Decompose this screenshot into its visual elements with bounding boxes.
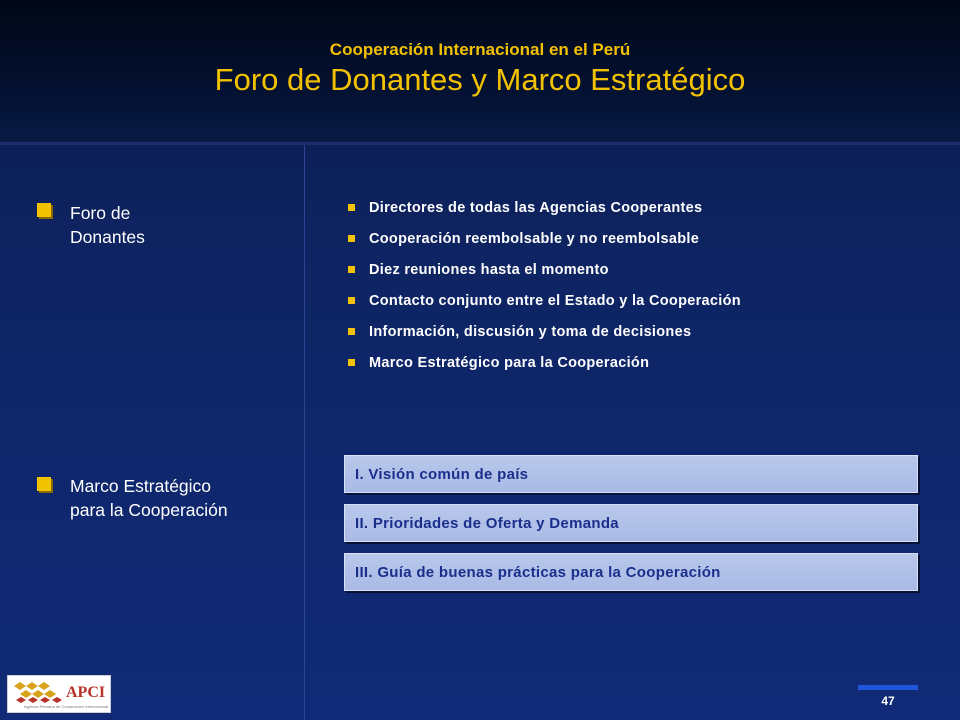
yellow-square-bullet-icon xyxy=(37,203,51,217)
list-item xyxy=(348,292,741,323)
square-bullet-icon xyxy=(348,204,355,211)
page-number-bar xyxy=(858,685,918,690)
page-number: 47 xyxy=(881,694,895,708)
bullet-list xyxy=(348,199,741,385)
strategy-box-guia: III. Guía de buenas prácticas para la Cooperación xyxy=(344,553,918,591)
list-item xyxy=(348,199,741,230)
section-label-marco xyxy=(70,474,228,522)
section-label-line: Marco Estratégico xyxy=(70,476,212,496)
list-item-text: Diez reuniones hasta el momento xyxy=(369,262,609,278)
section-label-line: Donantes xyxy=(70,227,145,247)
strategy-box-vision: I. Visión común de país xyxy=(344,455,918,493)
slide-title: Foro de Donantes y Marco Estratégico xyxy=(214,62,746,97)
list-item-text: Directores de todas las Agencias Cooperantes xyxy=(369,200,703,216)
slide-header xyxy=(0,0,960,142)
list-item xyxy=(348,230,741,261)
logo-name: APCI xyxy=(66,684,106,701)
list-item xyxy=(348,261,741,292)
strategy-box-prioridades: II. Prioridades de Oferta y Demanda xyxy=(344,504,918,542)
apci-logo xyxy=(7,675,111,713)
slide-subtitle: Cooperación Internacional en el Perú xyxy=(329,40,631,59)
list-item-text: Marco Estratégico para la Cooperación xyxy=(369,355,650,371)
square-bullet-icon xyxy=(348,297,355,304)
list-item xyxy=(348,354,741,385)
vertical-divider xyxy=(304,145,305,720)
section-label-foro xyxy=(70,201,145,249)
header-divider xyxy=(0,142,960,145)
apci-emblem-icon xyxy=(12,680,64,706)
yellow-square-bullet-icon xyxy=(37,477,51,491)
list-item-text: Información, discusión y toma de decisiones xyxy=(369,324,692,340)
square-bullet-icon xyxy=(348,359,355,366)
list-item-text: Contacto conjunto entre el Estado y la Cooperación xyxy=(369,293,741,309)
square-bullet-icon xyxy=(348,235,355,242)
square-bullet-icon xyxy=(348,328,355,335)
list-item xyxy=(348,323,741,354)
section-label-line: para la Cooperación xyxy=(70,500,228,520)
section-label-line: Foro de xyxy=(70,203,131,223)
list-item-text: Cooperación reembolsable y no reembolsable xyxy=(369,231,700,247)
logo-tagline: Agencia Peruana de Cooperación Internacional xyxy=(24,704,109,709)
square-bullet-icon xyxy=(348,266,355,273)
